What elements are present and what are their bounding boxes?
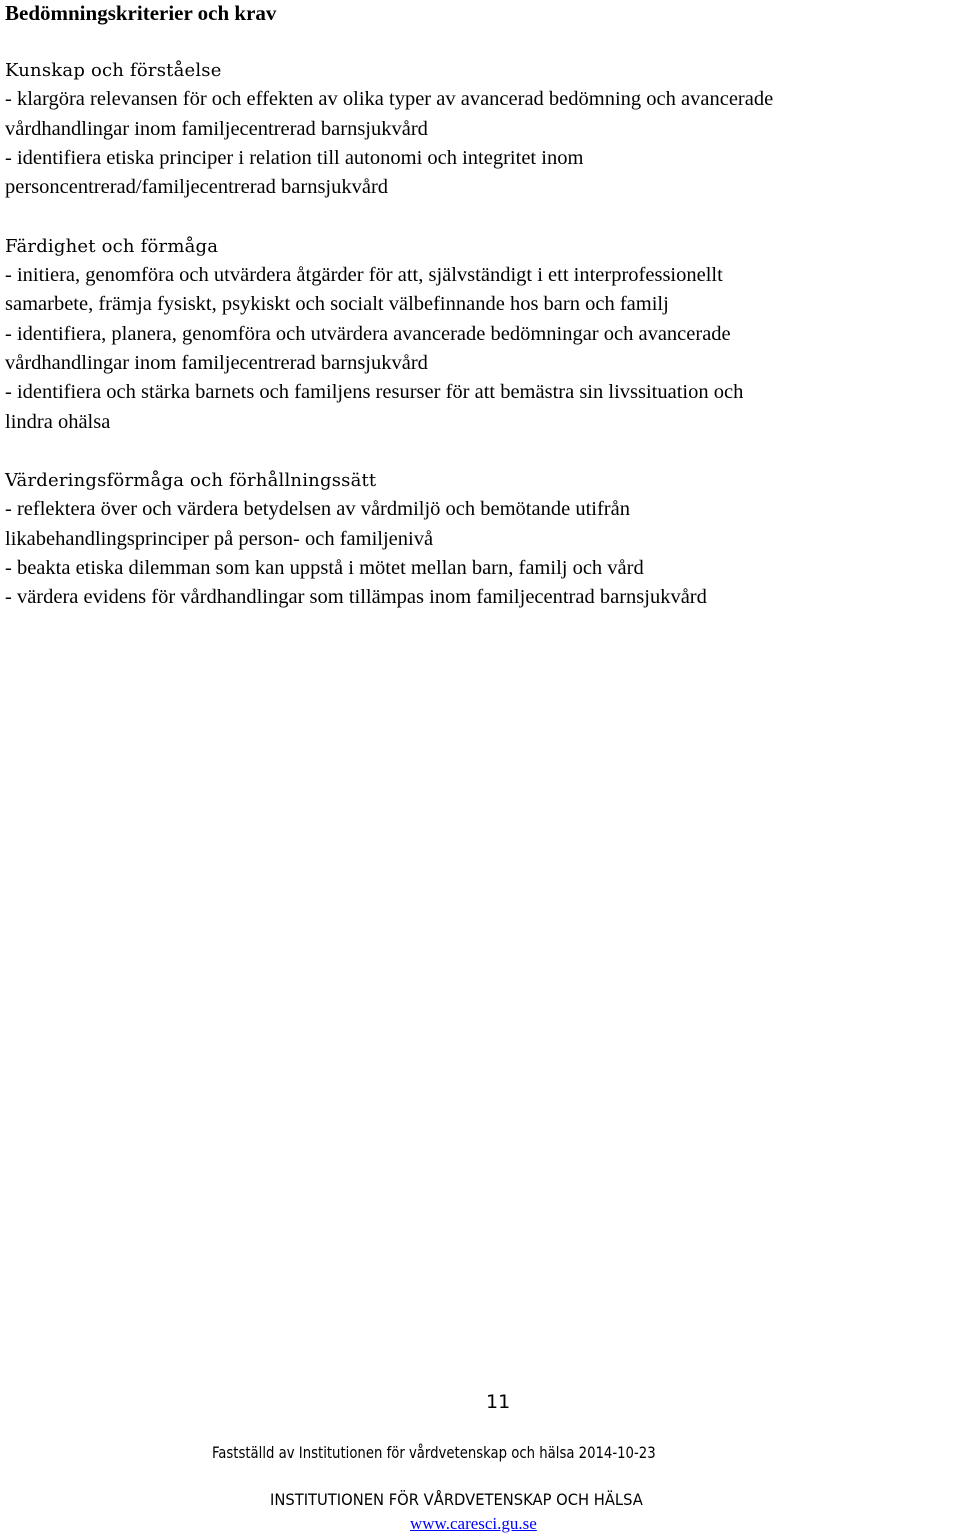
institution-name: INSTITUTIONEN FÖR VÅRDVETENSKAP OCH HÄLSA [270, 1490, 643, 1509]
list-item: - identifiera, planera, genomföra och utvärdera avancerade bedömningar och avancerade [5, 322, 731, 345]
page-title: Bedömningskriterier och krav [5, 1, 277, 25]
list-item: - klargöra relevansen för och effekten av olika typer av avancerad bedömning och avancerade [5, 88, 774, 111]
criteria-list [5, 495, 957, 612]
list-item: - identifiera etiska principer i relation till autonomi och integritet inom [5, 146, 584, 169]
list-item: - initiera, genomföra och utvärdera åtgärder för att, självständigt i ett interprofessionellt [5, 264, 723, 287]
website-link[interactable]: www.caresci.gu.se [410, 1514, 537, 1533]
section-skills [5, 232, 957, 437]
section-heading: Värderingsförmåga och förhållningssätt [5, 470, 377, 492]
list-item: likabehandlingsprinciper på person- och familjenivå [5, 527, 434, 550]
section-judgement [5, 466, 957, 612]
criteria-list [5, 261, 957, 437]
criteria-content [5, 56, 957, 642]
approval-note: Fastställd av Institutionen för vårdvetenskap och hälsa 2014-10-23 [212, 1443, 656, 1462]
list-item: personcentrerad/familjecentrerad barnsjukvård [5, 176, 389, 199]
list-item: lindra ohälsa [5, 410, 111, 433]
list-item: - värdera evidens för vårdhandlingar som tillämpas inom familjecentrad barnsjukvård [5, 586, 707, 609]
list-item: - identifiera och stärka barnets och familjens resurser för att bemästra sin livssituation och [5, 381, 744, 404]
list-item: - reflektera över och värdera betydelsen av vårdmiljö och bemötande utifrån [5, 498, 630, 521]
list-item: samarbete, främja fysiskt, psykiskt och socialt välbefinnande hos barn och familj [5, 293, 669, 316]
section-heading: Färdighet och förmåga [5, 235, 219, 257]
list-item: - beakta etiska dilemman som kan uppstå i mötet mellan barn, familj och vård [5, 557, 644, 580]
list-item: vårdhandlingar inom familjecentrerad barnsjukvård [5, 117, 428, 140]
list-item: vårdhandlingar inom familjecentrerad barnsjukvård [5, 351, 428, 374]
section-heading: Kunskap och förståelse [5, 60, 222, 81]
section-knowledge [5, 56, 957, 202]
criteria-list [5, 85, 957, 202]
page-number: 11 [486, 1391, 511, 1413]
